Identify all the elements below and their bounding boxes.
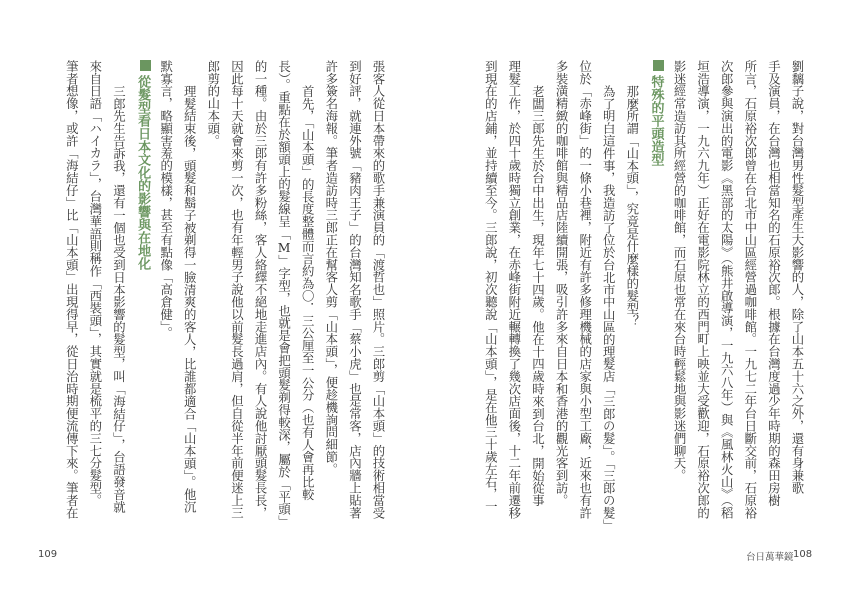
right-page — [425, 0, 850, 603]
text-column: 次郎參與演出的電影《黑部的太陽》（熊井啟導演，一九六八年）與《風林火山》（稻 — [719, 60, 735, 519]
page-number: 108 — [793, 549, 813, 560]
text-column: 劉黐子說，對台灣男性髮型產生大影響的人，除了山本五十六之外，還有身兼歌 — [790, 60, 805, 494]
text-column: 來自日語「ハイカラ」，台灣華語則稱作「西裝頭」，其實就是梳平的三七分髮型。 — [87, 60, 103, 507]
text-column: 許多簽名海報。筆者造訪時三郎正在幫客人剪「山本頭」，便趁機詢問細節。 — [323, 60, 339, 476]
section-heading-text: 特殊的平頭造型 — [648, 75, 664, 166]
section-heading — [130, 60, 154, 508]
text-column: 多裝潢精緻的咖啡館與精品店陸續開張，吸引許多來自日本和香港的觀光客到訪。 — [554, 60, 570, 507]
section-heading — [644, 60, 668, 508]
text-column: 默寡言，略顯害羞的模樣，甚至有點像「高倉健」。 — [158, 60, 174, 339]
heading-square-icon — [653, 60, 664, 71]
text-column: 老闆三郎先生於台中出生，現年七十四歲。他在十四歲時來到台北，開始從事 — [530, 84, 546, 507]
text-column: 長）。重點在於額頭上的髮線呈「M」字型，也就是會把頭髮剃得較深，屬於「平頭」 — [276, 60, 292, 528]
text-column: 的一種。由於三郎有許多粉絲，客人絡繹不絕地走進店內。有人說他討厭頭髮長長， — [253, 60, 269, 519]
text-column: 三郎先生告訴我，還有一個也受到日本影響的髮型，叫「海結仔」，台語發音就 — [111, 84, 127, 513]
text-column: 到現在的店鋪，並持續至今。三郎說，初次聽說「山本頭」，是在他三十歲左右，一 — [483, 60, 499, 513]
section-heading-text: 從髮型看日本文化的影響與在地化 — [135, 75, 151, 270]
text-column: 影迷經常造訪其所經營的咖啡館，而石原也常在來台時輕鬆地與影迷們聊天。 — [672, 60, 688, 482]
text-column: 到好評，就連外號「豬肉王子」的台灣知名歌手「蔡小虎」也是常客，店內牆上貼著 — [347, 60, 363, 519]
left-page-text — [59, 60, 390, 528]
heading-square-icon — [140, 60, 151, 71]
text-column: 垣浩導演，一九六九年）正好在電影院林立的西門町上映並大受歡迎，石原裕次郎的 — [695, 60, 711, 519]
text-column: 為了明白這件事，我造訪了位於台北市中山區的理髮店「三郎の髮」。「三郎の髮」 — [601, 84, 617, 532]
text-column: 那麼所謂「山本頭」，究竟是什麼樣的髮型？ — [624, 84, 640, 327]
text-column: 郎剪的山本頭。 — [205, 60, 221, 147]
text-column: 位於「赤峰街」的一條小巷裡，附近有許多修理機械的店家與小型工廠，近來也有許 — [577, 60, 593, 519]
text-column: 張客人從日本帶來的歌手兼演員的「渡哲也」照片。三郎剪「山本頭」的技術相當受 — [371, 60, 386, 519]
text-column: 首先，「山本頭」的長度整體而言約為〇．三公厘至一公分（也有人會再比較 — [300, 84, 316, 501]
running-footer-title: 台日萬華鏡 — [746, 552, 794, 563]
text-column: 筆者想像，或許「海結仔」比「山本頭」出現得早，從日治時期便流傳下來。筆者在 — [64, 60, 80, 519]
text-column: 手及演員，在台灣也相當知名的石原裕次郎。根據在台灣度過少年時期的森田房樹 — [766, 60, 782, 507]
text-column: 理髮結束後，頭髮和鬍子被剃得一臉清爽的客人，比誰都適合「山本頭」。他沉 — [182, 84, 198, 513]
text-column: 因此每十天就會來剪一次，也有年輕男子說他以前髮長過肩，但自從半年前便迷上三 — [229, 60, 245, 519]
page-number: 109 — [38, 549, 58, 560]
text-column: 理髮工作，於四十歲時獨立創業，在赤峰街附近輾轉換了幾次店面後，十二年前遷移 — [506, 60, 522, 519]
right-page-text — [478, 60, 809, 532]
text-column: 所言，石原裕次郎曾在台北市中山區經營過咖啡館。一九七二年台日斷交前，石原裕 — [742, 60, 758, 519]
